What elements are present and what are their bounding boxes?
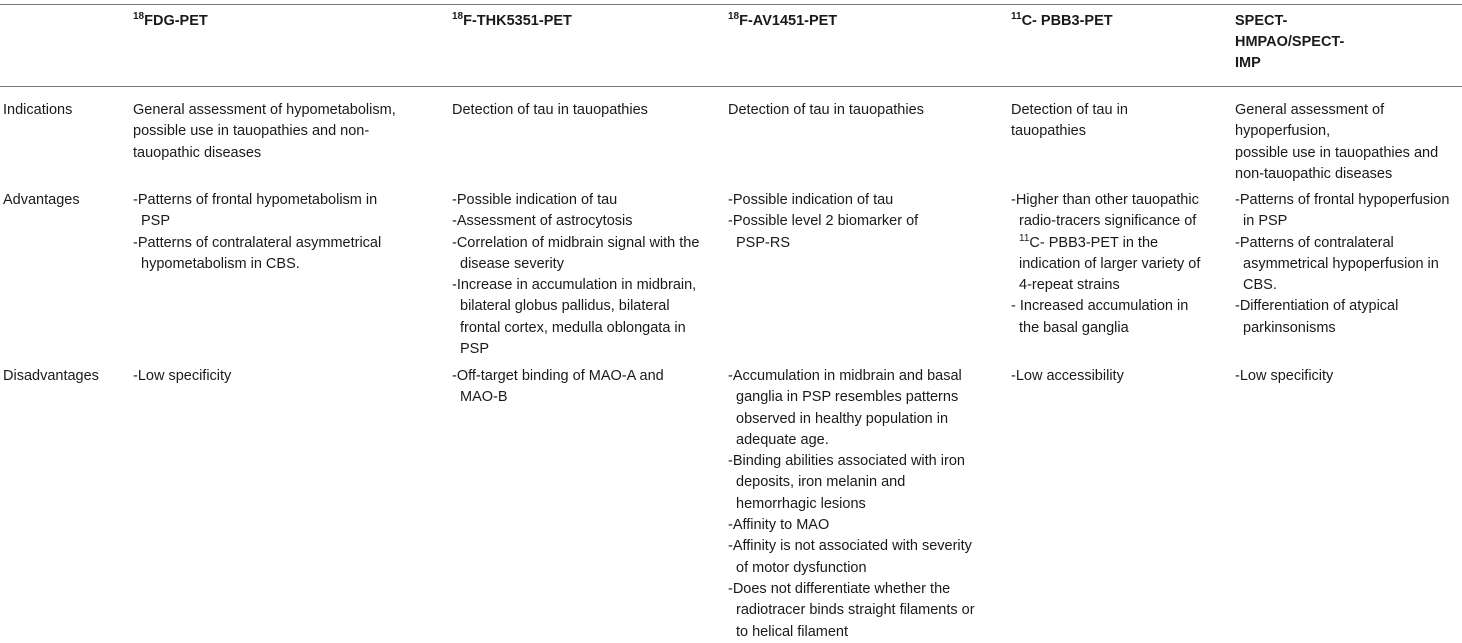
cell-advantages-fdg [133, 190, 403, 275]
list-item: -Assessment of astrocytosis [452, 213, 633, 230]
list-item: -Low accessibility [1011, 368, 1124, 384]
cell-advantages-av1451 [728, 190, 938, 254]
list-item: -Possible indication of tau [728, 192, 894, 208]
list-item: General assessment of hypoperfusion, [1235, 102, 1385, 140]
cell-advantages-pbb3 [1011, 190, 1211, 339]
header-spect: SPECT-HMPAO/SPECT-IMP [1235, 13, 1345, 71]
list-item: -Patterns of contralateral asymmetrical hypometabolism in CBS. [133, 234, 382, 272]
row-label-advantages: Advantages [3, 192, 80, 208]
list-item: -Affinity is not associated with severity of motor dysfunction [728, 538, 972, 576]
list-item: Detection of tau in tauopathies [1011, 102, 1128, 140]
list-item: -Does not differentiate whether the radiotracer binds straight filaments or to helical filament [728, 580, 975, 640]
list-item: -Low specificity [133, 368, 232, 384]
cell-disadvantages-thk [452, 366, 692, 409]
list-item: -Off-target binding of MAO-A and MAO-B [452, 368, 664, 406]
list-item: -Increase in accumulation in midbrain, bilateral globus pallidus, bilateral frontal cortex, medulla oblongata in PSP [452, 277, 697, 358]
table-top-rule [0, 4, 1462, 5]
header-rule [0, 86, 1462, 87]
list-item: -Low specificity [1235, 368, 1334, 384]
list-item: - Increased accumulation in the basal ganglia [1011, 298, 1189, 336]
list-item: -Accumulation in midbrain and basal ganglia in PSP resembles patterns observed in healthy population in adequate age. [728, 368, 962, 448]
cell-indications-spect [1235, 100, 1457, 185]
cell-disadvantages-spect [1235, 366, 1457, 387]
cell-disadvantages-fdg [133, 366, 403, 387]
cell-advantages-spect [1235, 190, 1460, 339]
list-item: -Patterns of frontal hypometabolism in PSP [133, 192, 378, 230]
list-item: -Affinity to MAO [728, 517, 830, 534]
header-thk5351-pet: $^{18}$F-THK5351-PET [452, 11, 572, 29]
list-item: -Binding abilities associated with iron deposits, iron melanin and hemorrhagic lesions [728, 453, 965, 512]
row-label-disadvantages: Disadvantages [3, 368, 99, 384]
list-item: possible use in tauopathies and non-tauopathic diseases [1235, 144, 1439, 182]
list-item: -Correlation of midbrain signal with the disease severity [452, 234, 700, 272]
cell-disadvantages-pbb3 [1011, 366, 1211, 387]
cell-indications-fdg [133, 100, 415, 164]
row-label-indications: Indications [3, 102, 73, 118]
list-item: -Higher than other tauopathic radio-tracers significance of $^{11}$C- PBB3-PET in the indication of larger variety of 4-repeat strains [1011, 192, 1201, 294]
cell-advantages-thk [452, 190, 702, 360]
cell-indications-pbb3 [1011, 100, 1186, 143]
header-fdg-pet: $^{18}$FDG-PET [133, 11, 208, 29]
list-item: -Possible level 2 biomarker of PSP-RS [728, 213, 919, 251]
header-pbb3-pet: $^{11}$C- PBB3-PET [1011, 11, 1113, 29]
list-item: General assessment of hypometabolism, possible use in tauopathies and non-tauopathic diseases [133, 102, 396, 161]
list-item: -Patterns of contralateral asymmetrical hypoperfusion in CBS. [1235, 234, 1439, 294]
list-item: Detection of tau in tauopathies [728, 102, 924, 118]
list-item: -Differentiation of atypical parkinsonisms [1235, 298, 1399, 336]
cell-disadvantages-av1451 [728, 366, 983, 643]
cell-indications-av1451 [728, 100, 983, 121]
list-item: -Patterns of frontal hypoperfusion in PSP [1235, 192, 1450, 230]
cell-indications-thk [452, 100, 702, 121]
header-av1451-pet: $^{18}$F-AV1451-PET [728, 11, 838, 29]
list-item: -Possible indication of tau [452, 192, 618, 208]
list-item: Detection of tau in tauopathies [452, 102, 648, 118]
